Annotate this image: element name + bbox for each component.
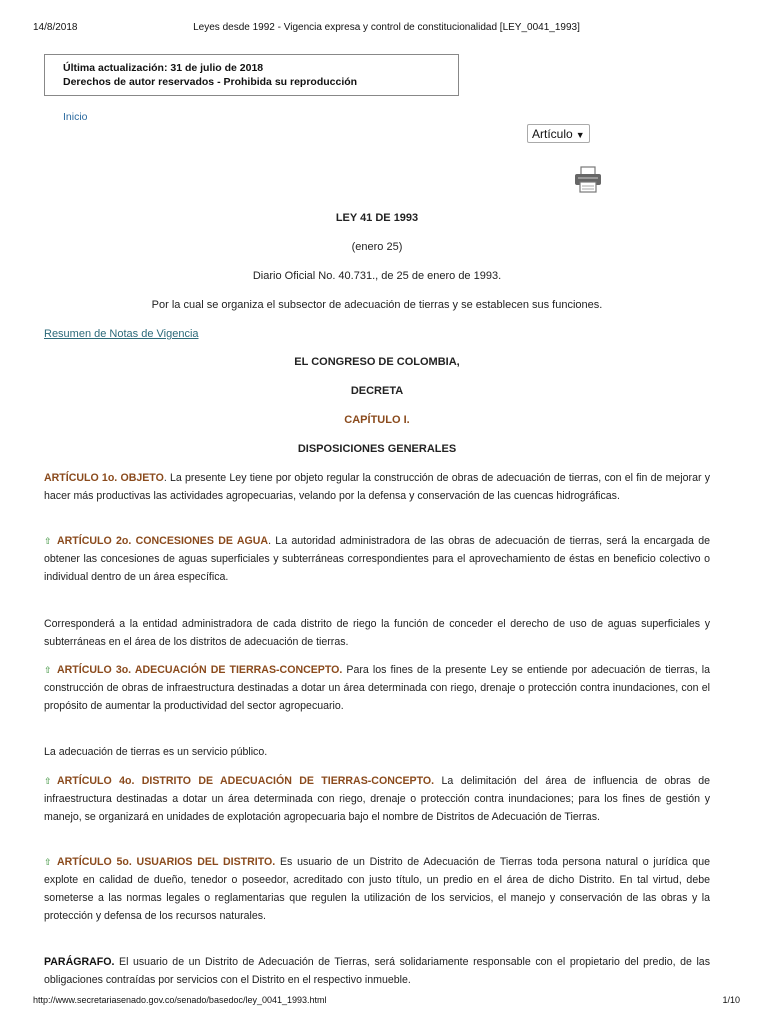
article-3-paragraph — [44, 743, 710, 761]
article-4 — [44, 772, 710, 826]
chevron-down-icon: ▼ — [575, 130, 585, 140]
print-title: Leyes desde 1992 - Vigencia expresa y control de constitucionalidad [LEY_0041_1993] — [193, 22, 580, 33]
page-number: 1/10 — [722, 995, 740, 1005]
article-body: El usuario de un Distrito de Adecuación de Tierras, será solidariamente responsable con el propietario del predio, de las obligaciones contraídas por servicios con el Distrito en el respectivo inmueble. — [44, 956, 710, 986]
law-subject: Por la cual se organiza el subsector de adecuación de tierras y se establecen sus funciones. — [151, 299, 603, 311]
chapter-title: DISPOSICIONES GENERALES — [297, 443, 457, 455]
article-heading[interactable]: ARTÍCULO 5o. USUARIOS DEL DISTRITO. — [57, 856, 276, 868]
page-url: http://www.secretariasenado.gov.co/senado/basedoc/ley_0041_1993.html — [33, 995, 327, 1005]
article-1 — [44, 469, 710, 505]
articulo-select-value: Artículo — [532, 127, 573, 141]
article-2 — [44, 532, 710, 586]
article-heading[interactable]: ARTÍCULO 4o. DISTRITO DE ADECUACIÓN DE TIERRAS-CONCEPTO. — [57, 775, 435, 787]
law-title: LEY 41 DE 1993 — [335, 212, 419, 224]
law-date: (enero 25) — [351, 241, 403, 253]
arrow-up-icon[interactable]: ⇧ — [44, 536, 52, 546]
article-body: . La presente Ley tiene por objeto regular la construcción de obras de adecuación de tierras, con el fin de mejorar y hacer más productivas las actividades agropecuarias, velando por la defensa y conservación de las cuencas hidrográficas. — [44, 472, 710, 502]
printer-icon[interactable] — [573, 166, 603, 194]
article-heading[interactable]: ARTÍCULO 1o. OBJETO — [44, 472, 164, 484]
article-2-paragraph — [44, 615, 710, 651]
chapter-heading: CAPÍTULO I. — [344, 414, 410, 426]
article-body: Para los fines de la presente Ley se entiende por adecuación de tierras, la construcción de obras de infraestructura destinadas a dotar un área determinada con riego, drenaje o protección contra inundaciones, con el propósito de aumentar la productividad del sector agropecuario. — [44, 664, 710, 712]
paragrafo-heading: PARÁGRAFO. — [44, 956, 115, 968]
articulo-select[interactable] — [527, 124, 590, 143]
article-body: La adecuación de tierras es un servicio público. — [44, 746, 268, 758]
print-date: 14/8/2018 — [33, 22, 78, 33]
diario-oficial: Diario Oficial No. 40.731., de 25 de enero de 1993. — [252, 270, 502, 282]
arrow-up-icon[interactable]: ⇧ — [44, 665, 52, 675]
article-heading[interactable]: ARTÍCULO 3o. ADECUACIÓN DE TIERRAS-CONCEPTO. — [57, 664, 343, 676]
decreta-heading: DECRETA — [350, 385, 404, 397]
article-body: La delimitación del área de influencia de obras de infraestructura destinadas a dotar un área determinada con riego, drenaje o protección contra inundaciones; para los fines de gestión y manejo, se organizará en unidades de explotación agropecuaria bajo el nombre de Distritos de Adecuación de Tierras. — [44, 775, 710, 823]
resumen-notas-link[interactable]: Resumen de Notas de Vigencia — [44, 328, 199, 340]
article-body: . La autoridad administradora de las obras de adecuación de tierras, será la encargada de obtener las concesiones de aguas superficiales y subterráneas correspondientes para el aprovechamiento de éstas en beneficio colectivo o individual dentro de un área específica. — [44, 535, 710, 583]
update-notice-box — [44, 54, 459, 96]
arrow-up-icon[interactable]: ⇧ — [44, 776, 52, 786]
article-5 — [44, 853, 710, 925]
article-3 — [44, 661, 710, 715]
last-update-text: Última actualización: 31 de julio de 2018 — [63, 62, 264, 74]
copyright-text: Derechos de autor reservados - Prohibida su reproducción — [63, 76, 358, 88]
arrow-up-icon[interactable]: ⇧ — [44, 857, 52, 867]
article-body: Corresponderá a la entidad administradora de cada distrito de riego la función de conceder el derecho de uso de aguas superficiales y subterráneas en el área de los distritos de adecuación de tierras. — [44, 618, 710, 648]
article-heading[interactable]: ARTÍCULO 2o. CONCESIONES DE AGUA — [57, 535, 269, 547]
inicio-link[interactable]: Inicio — [63, 111, 88, 123]
congreso-heading: EL CONGRESO DE COLOMBIA, — [294, 356, 460, 368]
article-body: Es usuario de un Distrito de Adecuación de Tierras toda persona natural o jurídica que explote en calidad de dueño, tenedor o poseedor, acreditado con justo título, un predio en el área de dicho Distrito. En tal virtud, debe someterse a las normas legales o reglamentarias que regulen la utilización de los servicios, el manejo y conservación de las obras y la protección y defensa de los recursos naturales. — [44, 856, 710, 922]
paragrafo — [44, 953, 710, 989]
